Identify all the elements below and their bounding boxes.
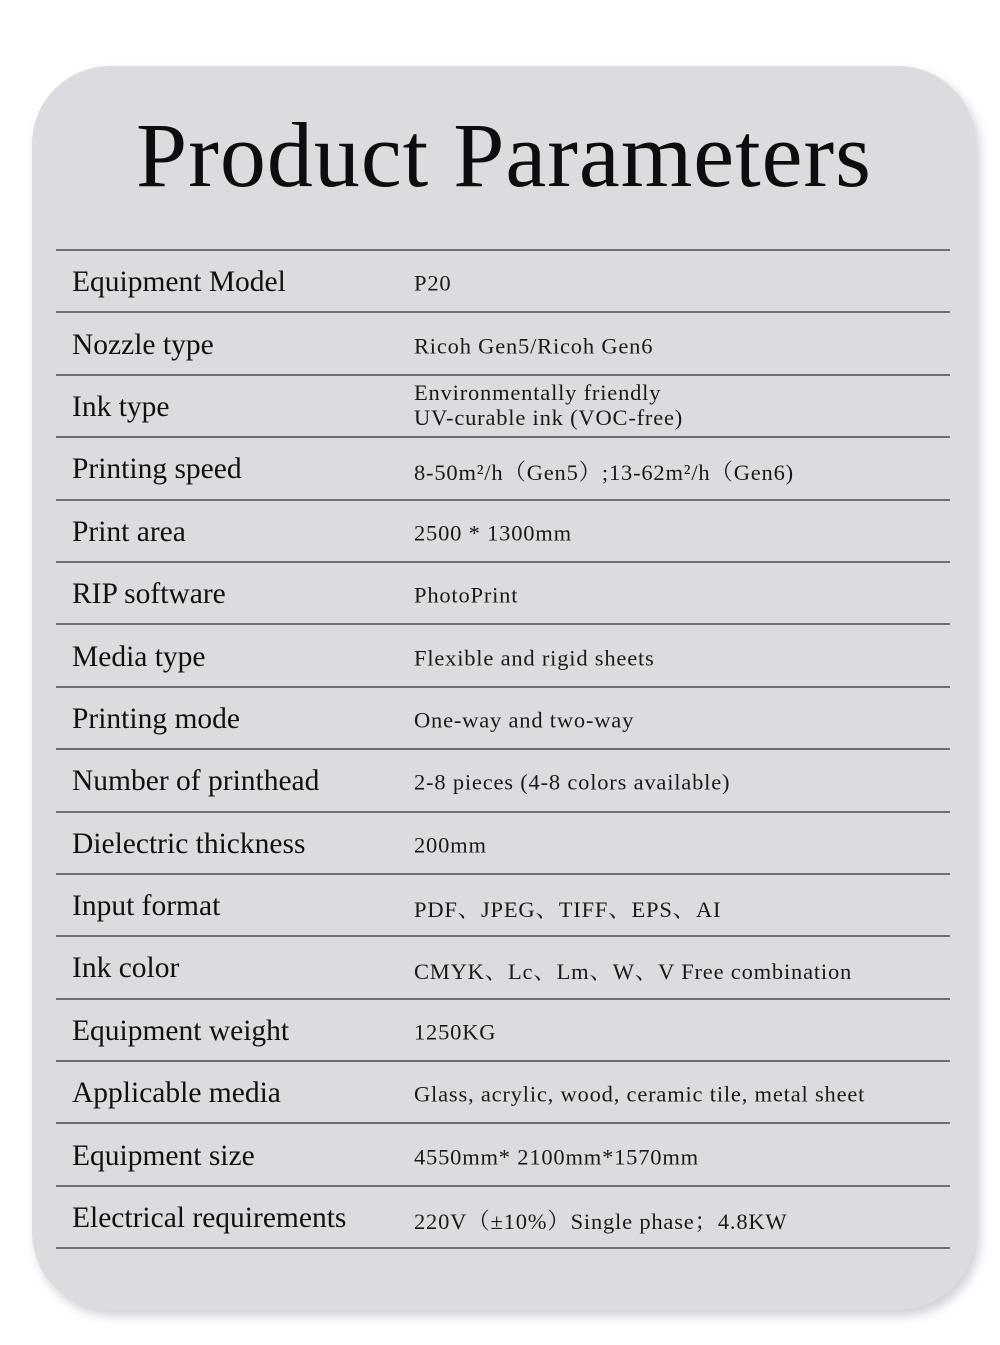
row-value: Ricoh Gen5/Ricoh Gen6 xyxy=(414,333,654,359)
row-value-line-2: UV-curable ink (VOC-free) xyxy=(414,404,684,430)
row-value: 1250KG xyxy=(414,1019,497,1045)
table-row-nozzle-type xyxy=(56,313,950,375)
row-value xyxy=(414,380,683,430)
row-label: Ink color xyxy=(72,952,180,985)
row-label: Applicable media xyxy=(72,1077,281,1110)
row-value: 200mm xyxy=(414,832,487,858)
table-row-electrical-requirements xyxy=(56,1187,950,1249)
table-row-ink-color xyxy=(56,937,950,999)
row-label: Dielectric thickness xyxy=(72,827,306,860)
row-label: Ink type xyxy=(72,390,170,423)
row-value: PhotoPrint xyxy=(414,582,519,608)
row-label: Equipment size xyxy=(72,1139,255,1172)
row-value: 8-50m²/h（Gen5）;13-62m²/h（Gen6) xyxy=(414,460,794,486)
table-row-printing-mode xyxy=(56,688,950,750)
table-row-print-area xyxy=(56,501,950,563)
row-value: 4550mm* 2100mm*1570mm xyxy=(414,1144,699,1170)
table-row-printing-speed xyxy=(56,438,950,500)
row-value: Flexible and rigid sheets xyxy=(414,645,655,671)
parameters-table xyxy=(56,249,950,1249)
row-label: Nozzle type xyxy=(72,328,214,361)
row-value-line-1: Environmentally friendly xyxy=(414,379,662,405)
row-value: PDF、JPEG、TIFF、EPS、AI xyxy=(414,897,722,923)
page-title: Product Parameters xyxy=(136,104,872,206)
row-label: Media type xyxy=(72,640,206,673)
row-value: 2-8 pieces (4-8 colors available) xyxy=(414,769,731,795)
row-value: P20 xyxy=(414,270,452,296)
table-row-dielectric-thickness xyxy=(56,813,950,875)
row-value: Glass, acrylic, wood, ceramic tile, metal sheet xyxy=(414,1081,866,1107)
row-label: Print area xyxy=(72,515,186,548)
table-row-number-of-printhead xyxy=(56,750,950,812)
table-row-applicable-media xyxy=(56,1062,950,1124)
row-label: Input format xyxy=(72,889,221,922)
row-label: Number of printhead xyxy=(72,765,320,798)
table-row-equipment-size xyxy=(56,1124,950,1186)
row-value: 220V（±10%）Single phase；4.8KW xyxy=(414,1209,788,1235)
row-label: Electrical requirements xyxy=(72,1201,347,1234)
table-row-equipment-model xyxy=(56,251,950,313)
table-row-input-format xyxy=(56,875,950,937)
row-value: 2500 * 1300mm xyxy=(414,520,572,546)
row-value: One-way and two-way xyxy=(414,707,635,733)
row-value: CMYK、Lc、Lm、W、V Free combination xyxy=(414,959,853,985)
table-row-equipment-weight xyxy=(56,1000,950,1062)
row-label: Printing speed xyxy=(72,453,242,486)
table-row-media-type xyxy=(56,625,950,687)
row-label: Printing mode xyxy=(72,702,240,735)
row-label: Equipment Model xyxy=(72,266,286,299)
table-row-ink-type xyxy=(56,376,950,438)
row-label: RIP software xyxy=(72,577,226,610)
table-row-rip-software xyxy=(56,563,950,625)
row-label: Equipment weight xyxy=(72,1014,290,1047)
